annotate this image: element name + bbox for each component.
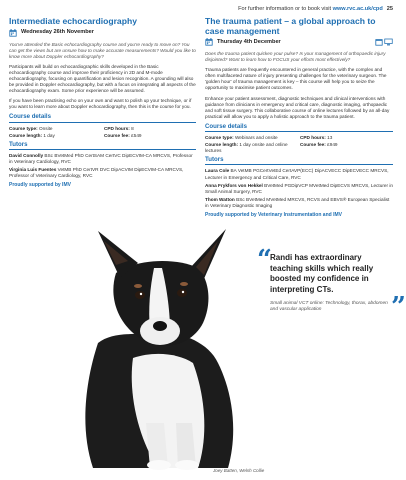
tutor-credentials: BVetMed PGDipVCP MVetMed DipECVS MRCVS, Lecturer in Small Animal Surgery, RVC xyxy=(205,182,394,194)
open-quote-icon: “ xyxy=(257,245,272,275)
tutor-credentials: BSc BVetMed MVetMed MRCVS, RCVS and EBVS® European Specialist in Veterinary Diagnostic Imaging xyxy=(205,196,390,208)
calendar-icon xyxy=(375,38,383,46)
monitor-icon xyxy=(384,38,393,46)
tutor-name: Virginia Luis Fuentes xyxy=(9,167,57,172)
course-details-heading: Course details xyxy=(205,124,393,132)
tutor-entry xyxy=(9,153,196,165)
tutor-name: Laura Cole xyxy=(205,168,230,174)
cpd-hours-value: 13 xyxy=(327,135,333,141)
course-length-value: 1 day xyxy=(43,132,55,138)
photo-caption: Joey Batten, Welsh Collie xyxy=(213,468,265,473)
course-date: Thursday 4th December xyxy=(217,38,281,45)
course-details-row xyxy=(205,142,393,154)
tutor-name: Anna Frykfors von Hekkel xyxy=(205,182,263,188)
quote-attribution: Small animal VCT online: Technology, thorax, abdomen and vascular application xyxy=(270,301,388,312)
tutor-credentials: VetMB PhD CertVR DVC DipACVIM DipECVIM-CA MRCVS, Professor of Veterinary Cardiology, RVC xyxy=(9,167,184,179)
course-fee-value: £549 xyxy=(131,132,142,138)
close-quote-icon: ” xyxy=(391,292,406,322)
tutor-entry xyxy=(9,167,196,179)
course-fee-label: Course fee: xyxy=(300,142,326,148)
course-details-row xyxy=(9,126,196,132)
tutor-name: David Connolly xyxy=(9,152,44,158)
course-details-row xyxy=(205,135,393,141)
course-length-value: 1 day onsite and online lectures xyxy=(205,142,288,154)
header-link[interactable]: www.rvc.ac.uk/cpd xyxy=(332,6,383,12)
page-number: 25 xyxy=(386,6,393,12)
course-body-2: Enhance your patient assessment, diagnostic techniques and clinical interventions with guidance from clinicians in emergency and critical care, diagnostic imaging, orthopaedic and soft tissue surgery. This collaborative course of online lectures followed by an all-day practical will allow you to apply a holistic approach to the trauma patient. xyxy=(205,95,390,119)
tutor-credentials: BSc BVetMed PhD CertSAM CertVC DipECVIM-CA MRCVS, Professor in Veterinary Cardiology, RVC xyxy=(9,152,193,164)
course-details-row xyxy=(9,133,196,139)
course-date: Wednesday 26th November xyxy=(21,29,94,36)
course-type-value: Onsite xyxy=(38,125,53,131)
course-title: The trauma patient – a global approach to case management xyxy=(205,16,376,36)
course-intro: Does the trauma patient quicken your pulse? Is your management of orthopaedic injury disjointed? Want to learn how to FOCUS your efforts most effectively? xyxy=(205,51,386,63)
course-type-label: Course type: xyxy=(9,125,38,131)
course-date-row xyxy=(9,29,196,37)
calendar-icon xyxy=(9,29,17,37)
dog-photo xyxy=(58,223,273,468)
page-header xyxy=(238,6,393,12)
cpd-hours-label: CPD hours: xyxy=(104,125,130,131)
course-body-1: Trauma patients are frequently encountered in general practice, with the complex and often multifaceted nature of injury presenting challenges for the veterinary surgeon. The 'golden hour' of trauma management is key – this course will help you to seize the opportunity to maximise patient outcomes. xyxy=(205,67,387,91)
tutor-credentials: BA VetMB PGCertVetEd CertAVP(ECC) DipACVECC DipECVECC MRCVS, Lecturer in Emergency and Critical Care, RVC xyxy=(205,168,389,180)
course-details-heading: Course details xyxy=(9,114,196,122)
course-body-2: If you have been practising echo on your own and want to polish up your technique, or if you want to learn more about Doppler echocardiography, then this is the course for you. xyxy=(9,98,192,110)
cpd-hours-label: CPD hours: xyxy=(300,135,326,141)
header-text: For further information or to book visit xyxy=(238,6,333,12)
tutors-heading: Tutors xyxy=(205,157,393,165)
calendar-icon xyxy=(205,38,213,46)
sponsor-line: Proudly supported by Veterinary Instrumentation and IMV xyxy=(205,211,342,218)
course-fee-label: Course fee: xyxy=(104,132,130,138)
course-intro: You've attended the Basic echocardiography course and you're ready to move on? You can get the views but are unsure how to make accurate measurements? Would you like to know more about Doppler echocardiography? xyxy=(9,41,196,59)
testimonial-quote xyxy=(257,245,406,322)
course-fee-value: £949 xyxy=(327,142,338,148)
tutors-heading: Tutors xyxy=(9,142,196,150)
tutor-entry xyxy=(205,183,393,195)
course-date-row xyxy=(205,38,393,46)
course-trauma-patient xyxy=(205,17,393,218)
course-title: Intermediate echocardiography xyxy=(9,16,137,26)
tutor-entry xyxy=(205,168,393,180)
course-type-label: Course type: xyxy=(205,135,234,141)
cpd-hours-value: 8 xyxy=(131,125,134,131)
course-intermediate-echo xyxy=(9,17,196,188)
tutor-entry xyxy=(205,197,393,209)
course-type-value: Webinars and onsite xyxy=(234,135,278,141)
quote-text: Randi has extraordinary teaching skills which really boosted my confidence in interpreting CTs. xyxy=(270,253,374,294)
course-body-1: Participants will build on echocardiographic skills developed in the Basic echocardiography course and improve their proficiency in 2D and M-mode echocardiography, focusing on quantification and lesion recognition. A grounding will also be provided in Doppler echocardiography, but with a focus on integrating all aspects of the echocardiography exam. Some prior experience will be assumed. xyxy=(9,63,196,94)
course-length-label: Course length: xyxy=(9,132,43,138)
course-length-label: Course length: xyxy=(205,142,239,148)
tutor-name: Thom Watton xyxy=(205,196,235,202)
webinar-onsite-icons xyxy=(375,38,393,46)
sponsor-line: Proudly supported by IMV xyxy=(9,182,71,189)
